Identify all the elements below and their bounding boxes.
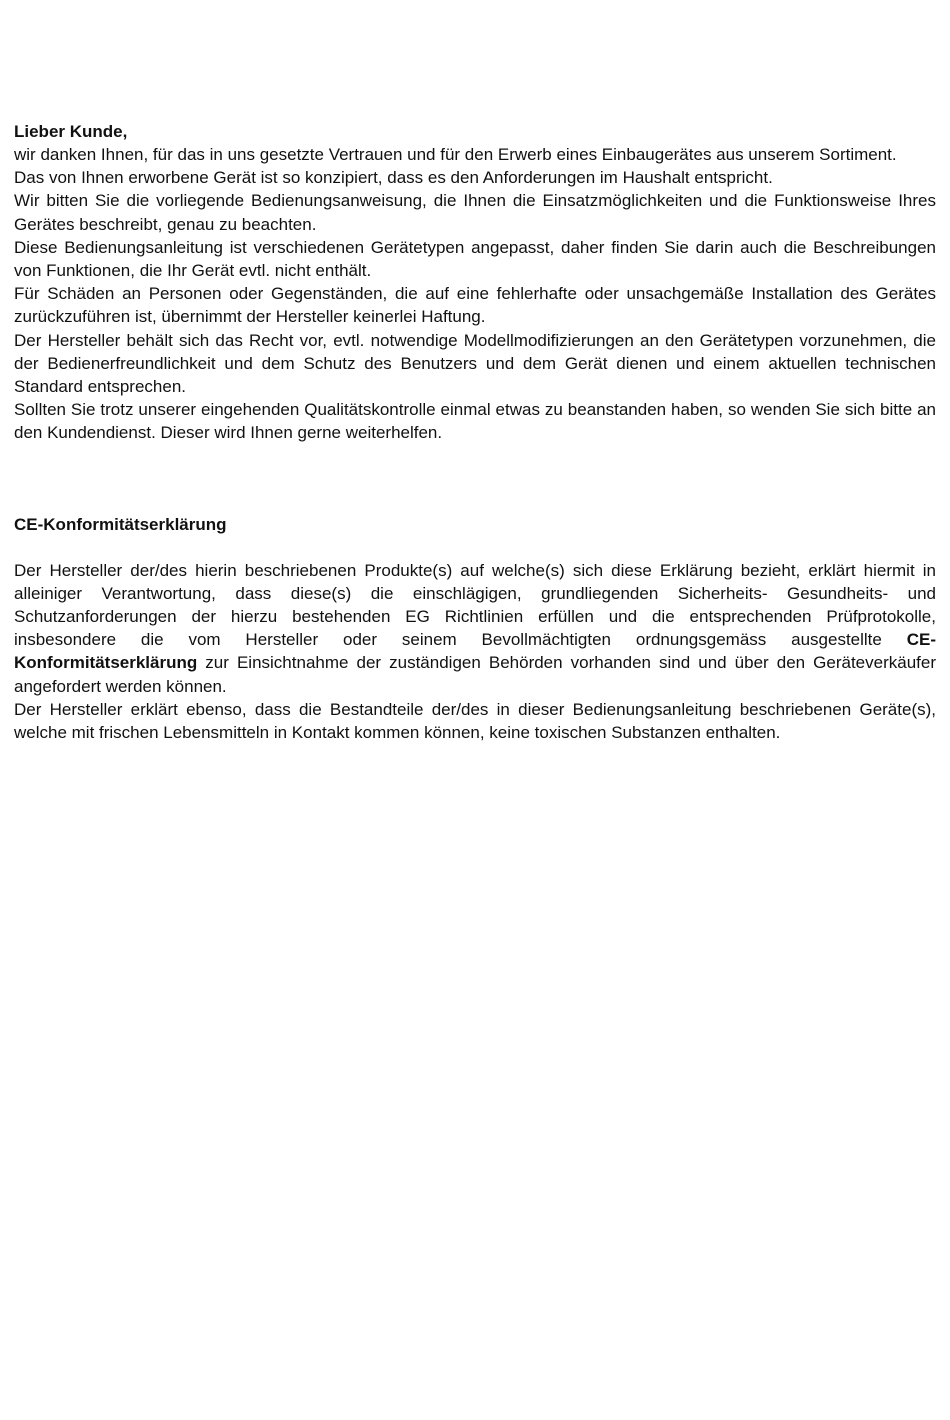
letter-paragraph-6: Der Hersteller behält sich das Recht vor, evtl. notwendige Modellmodifizierungen an den Gerätetypen vorzunehmen, die der Bedienerfreundlichkeit und dem Schutz des Benutzers und dem Gerät dienen und einem aktuellen technischen Standard entsprechen. xyxy=(14,330,936,397)
letter-paragraph-2: Das von Ihnen erworbene Gerät ist so konzipiert, dass es den Anforderungen im Haushalt entspricht. xyxy=(14,168,773,188)
letter-paragraph-3: Wir bitten Sie die vorliegende Bedienungsanweisung, die Ihnen die Einsatzmöglichkeiten und die Funktionsweise Ihres Gerätes beschreibt, genau zu beachten. xyxy=(14,191,936,234)
greeting-heading: Lieber Kunde, xyxy=(14,122,128,141)
ce-paragraph-1-end: zur Einsichtnahme der zuständigen Behörden vorhanden sind und über den Geräteverkäufer angefordert werden können. xyxy=(14,653,936,696)
ce-heading: CE-Konformitätserklärung xyxy=(14,514,227,534)
customer-letter xyxy=(14,120,936,445)
ce-paragraph-1 xyxy=(14,559,936,698)
ce-declaration-bold-term: CE-Konformitätserklärung xyxy=(14,630,936,673)
ce-declaration-section xyxy=(14,513,936,745)
ce-paragraph-1-start: Der Hersteller der/des hierin beschriebenen Produkte(s) auf welche(s) sich diese Erklärung bezieht, erklärt hiermit in alleiniger Verantwortung, dass diese(s) die einschlägigen, grundliegenden Sicherheits- Gesundheits- und Schutzanforderungen der hierzu bestehenden EG Richtlinien erfüllen und die entsprechenden Prüfprotokolle, insbesondere die vom Hersteller oder seinem Bevollmächtigten ordnungsgemäss ausgestellte xyxy=(14,560,936,650)
letter-paragraph-7: Sollten Sie trotz unserer eingehenden Qualitätskontrolle einmal etwas zu beanstanden haben, so wenden Sie sich bitte an den Kundendienst. Dieser wird Ihnen gerne weiterhelfen. xyxy=(14,400,936,443)
document-page xyxy=(14,120,936,744)
letter-paragraph-5: Für Schäden an Personen oder Gegenständen, die auf eine fehlerhafte oder unsachgemäße Installation des Gerätes zurückzuführen ist, übernimmt der Hersteller keinerlei Haftung. xyxy=(14,284,936,327)
letter-paragraph-4: Diese Bedienungsanleitung ist verschiedenen Gerätetypen angepasst, daher finden Sie darin auch die Beschreibungen von Funktionen, die Ihr Gerät evtl. nicht enthält. xyxy=(14,237,936,281)
ce-paragraph-2: Der Hersteller erklärt ebenso, dass die Bestandteile der/des in dieser Bedienungsanleitung beschriebenen Geräte(s), welche mit frischen Lebensmitteln in Kontakt kommen können, keine toxischen Substanzen enthalten. xyxy=(14,699,936,743)
letter-paragraph-1: wir danken Ihnen, für das in uns gesetzte Vertrauen und für den Erwerb eines Einbaugerätes aus unserem Sortiment. xyxy=(14,145,897,164)
